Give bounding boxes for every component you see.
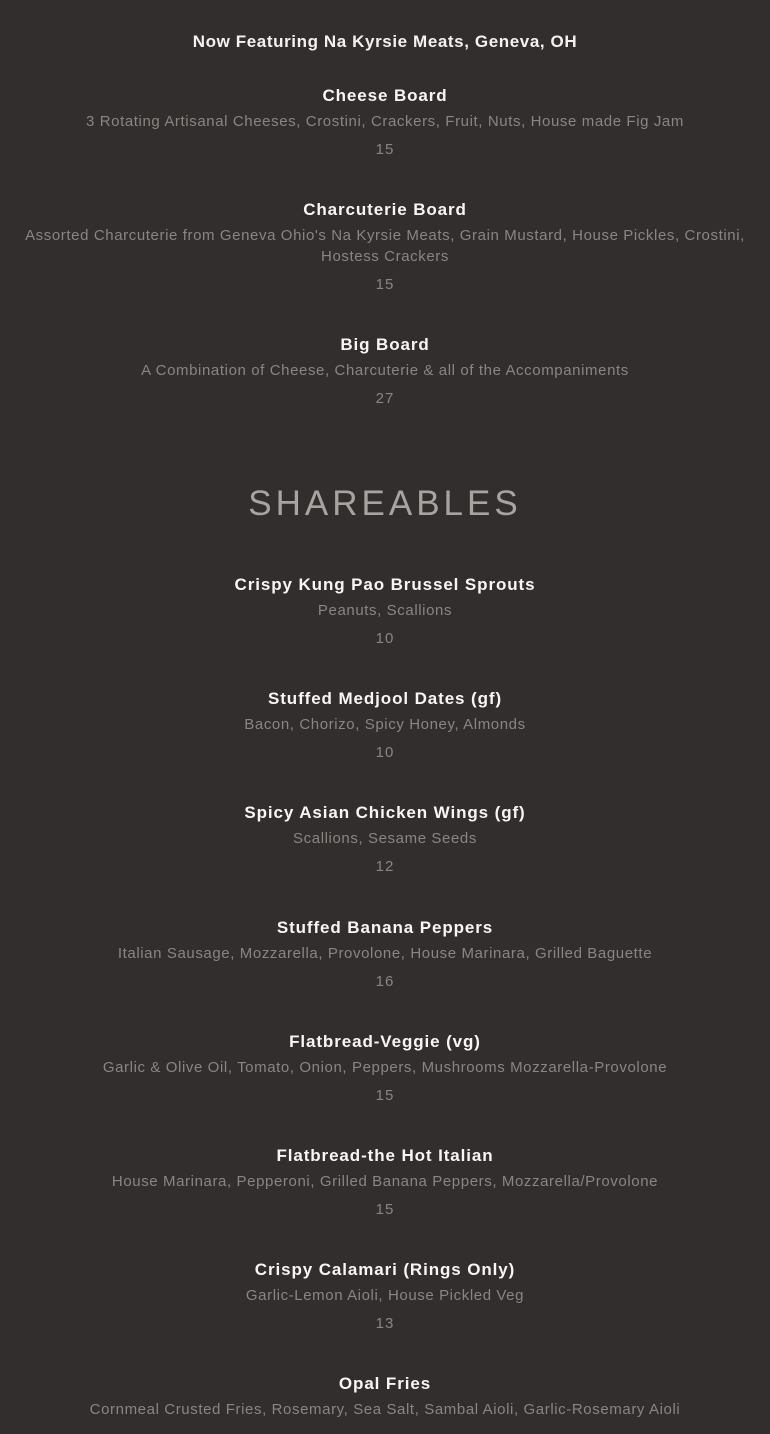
- menu-item-description: Garlic & Olive Oil, Tomato, Onion, Peppers, Mushrooms Mozzarella-Provolone: [102, 1059, 668, 1076]
- menu-item-price: 13: [375, 1315, 395, 1332]
- menu-item-description: Italian Sausage, Mozzarella, Provolone, House Marinara, Grilled Baguette: [117, 945, 653, 962]
- menu-item-kung-pao-brussel-sprouts: [20, 574, 750, 649]
- menu-item-stuffed-medjool-dates: [20, 688, 750, 763]
- menu-item-description: Peanuts, Scallions: [317, 602, 453, 619]
- menu-item-price: 15: [375, 141, 395, 158]
- menu-item-big-board: [20, 334, 750, 409]
- menu-item-name: Stuffed Medjool Dates (gf): [268, 689, 502, 708]
- menu-item-description: Bacon, Chorizo, Spicy Honey, Almonds: [244, 716, 526, 733]
- menu-item-price: 27: [375, 390, 395, 407]
- menu-item-name: Flatbread-Veggie (vg): [289, 1032, 481, 1051]
- menu-item-price: 16: [375, 973, 395, 990]
- section-heading-shareables: SHAREABLES: [248, 484, 522, 523]
- menu-item-name: Crispy Kung Pao Brussel Sprouts: [234, 575, 536, 594]
- menu-item-description: A Combination of Cheese, Charcuterie & all of the Accompaniments: [141, 362, 629, 379]
- menu-item-price: 10: [375, 630, 395, 647]
- menu-item-name: Spicy Asian Chicken Wings (gf): [244, 803, 526, 822]
- menu-item-price: 12: [375, 858, 395, 875]
- menu-item-name: Cheese Board: [322, 86, 448, 105]
- menu-item-name: Big Board: [340, 335, 430, 354]
- featured-banner: Now Featuring Na Kyrsie Meats, Geneva, OH: [192, 32, 578, 51]
- menu-item-flatbread-hot-italian: [20, 1145, 750, 1220]
- menu-item-opal-fries: [20, 1373, 750, 1420]
- menu-item-price: 10: [375, 744, 395, 761]
- menu-item-description: Scallions, Sesame Seeds: [293, 830, 477, 847]
- menu-item-spicy-asian-chicken-wings: [20, 802, 750, 877]
- menu-item-crispy-calamari: [20, 1259, 750, 1334]
- menu-item-name: Stuffed Banana Peppers: [276, 918, 494, 937]
- menu-item-charcuterie-board: [20, 199, 750, 295]
- menu-item-name: Crispy Calamari (Rings Only): [254, 1260, 516, 1279]
- menu-item-name: Charcuterie Board: [303, 200, 467, 219]
- menu-item-price: 15: [375, 1087, 395, 1104]
- menu-item-cheese-board: [20, 85, 750, 160]
- menu-item-name: Flatbread-the Hot Italian: [276, 1146, 494, 1165]
- menu-item-description: Cornmeal Crusted Fries, Rosemary, Sea Salt, Sambal Aioli, Garlic-Rosemary Aioli: [89, 1401, 681, 1418]
- menu-item-description: House Marinara, Pepperoni, Grilled Banana Peppers, Mozzarella/Provolone: [111, 1173, 659, 1190]
- menu-item-description: Assorted Charcuterie from Geneva Ohio's Na Kyrsie Meats, Grain Mustard, House Pickles, Crostini, Hostess Crackers: [25, 227, 745, 265]
- menu-item-description: 3 Rotating Artisanal Cheeses, Crostini, Crackers, Fruit, Nuts, House made Fig Jam: [86, 113, 684, 130]
- menu-item-description: Garlic-Lemon Aioli, House Pickled Veg: [245, 1287, 525, 1304]
- menu-item-price: 15: [375, 1201, 395, 1218]
- menu-item-flatbread-veggie: [20, 1031, 750, 1106]
- menu-item-stuffed-banana-peppers: [20, 917, 750, 992]
- menu-item-price: 15: [375, 276, 395, 293]
- menu-item-name: Opal Fries: [338, 1374, 432, 1393]
